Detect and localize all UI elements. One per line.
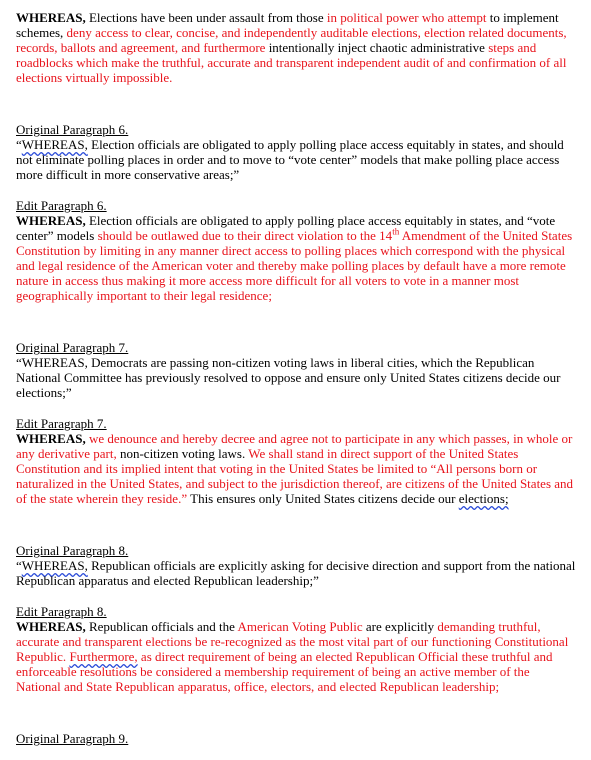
edit-run: demanding truthful, accurate and transparent elections be re-recognized as the most vital part of our functioning Constitutional Republic.	[16, 619, 569, 664]
paragraph-original-6	[16, 137, 576, 182]
paragraph-edit-8	[16, 619, 576, 694]
quote-mark: “	[16, 137, 22, 152]
paragraph-original-8	[16, 558, 576, 588]
heading-edit-paragraph-7: Edit Paragraph 7.	[16, 416, 107, 431]
edit-run: Furthermore,	[69, 649, 138, 664]
heading-edit-paragraph-8: Edit Paragraph 8.	[16, 604, 107, 619]
edit-run: steps and roadblocks which make the truthful, accurate and transparent independent audit of and confirmation of all elections virtually impossible.	[16, 40, 567, 85]
text-run: to implement schemes,	[16, 10, 559, 40]
whereas-keyword: WHEREAS,	[16, 431, 86, 446]
heading-original-paragraph-7: Original Paragraph 7.	[16, 340, 129, 355]
quote-mark: “	[16, 558, 22, 573]
whereas-keyword: WHEREAS,	[16, 213, 86, 228]
edit-run: we denounce and hereby decree and agree not to participate in any which passes, in whole or any derivative part,	[16, 431, 573, 461]
paragraph-edit-7	[16, 431, 576, 506]
whereas-keyword: WHEREAS,	[21, 558, 88, 573]
edit-run: should be outlawed due to their direct violation to the 14	[97, 228, 393, 243]
edit-run: American Voting Public	[237, 619, 363, 634]
text-run: Election officials are obligated to apply polling place access equitably in states, and should not eliminate polling places in order and to move to “vote center” models that make polling place access more difficult in more conservative areas;”	[16, 137, 564, 182]
text-run: are explicitly	[362, 619, 438, 634]
text-run: Republican officials and the	[85, 619, 238, 634]
edit-run: Amendment of the United States Constitution by limiting in any manner direct access to polling places which correspond with the physical and legal residence of the American voter and thereby make polling places by default have a more remote nature in access thus making it more access more difficult for all voters to vote in a manner most geographically important to their legal residence;	[16, 228, 573, 303]
text-run: “WHEREAS, Democrats are passing non-citizen voting laws in liberal cities, which the Republican National Committee has previously resolved to oppose and ensure only United States citizens decide our elections;”	[16, 355, 561, 400]
text-run: Republican officials are explicitly asking for decisive direction and support from the national Republican apparatus and elected Republican leadership;”	[16, 558, 576, 588]
whereas-keyword: WHEREAS,	[21, 137, 88, 152]
edit-run: as direct requirement of being an elected Republican Official these truthful and enforceable resolutions be considered a membership requirement of being an active member of the National and State Republican apparatus, office, electors, and elected Republican leadership;	[16, 649, 553, 694]
whereas-keyword: WHEREAS,	[16, 619, 86, 634]
text-run: elections;	[458, 491, 509, 506]
paragraph-whereas-assault	[16, 10, 576, 85]
edit-run: in political power who attempt	[326, 10, 487, 25]
whereas-keyword: WHEREAS,	[16, 10, 86, 25]
edit-run: We shall stand in direct support of the United States Constitution and its implied intent that voting in the United States be limited to “All persons born or naturalized in the United States, and subject to the jurisdiction thereof, are citizens of the United States and of the state wherein they reside.”	[16, 446, 574, 506]
text-run: intentionally inject chaotic administrative	[265, 40, 489, 55]
document-page	[16, 10, 576, 746]
paragraph-original-7	[16, 355, 576, 400]
superscript: th	[392, 226, 400, 237]
text-run: non-citizen voting laws.	[116, 446, 249, 461]
paragraph-edit-6	[16, 213, 576, 303]
text-run: Election officials are obligated to apply polling place access equitably in states, and “vote center” models	[16, 213, 556, 243]
edit-run: deny access to clear, concise, and independently auditable elections, election related documents, records, ballots and agreement, and furthermore	[16, 25, 567, 55]
heading-original-paragraph-8: Original Paragraph 8.	[16, 543, 129, 558]
heading-original-paragraph-6: Original Paragraph 6.	[16, 122, 129, 137]
heading-original-paragraph-9: Original Paragraph 9.	[16, 731, 129, 746]
text-run: Elections have been under assault from those	[85, 10, 327, 25]
heading-edit-paragraph-6: Edit Paragraph 6.	[16, 198, 107, 213]
text-run: This ensures only United States citizens decide our	[187, 491, 459, 506]
